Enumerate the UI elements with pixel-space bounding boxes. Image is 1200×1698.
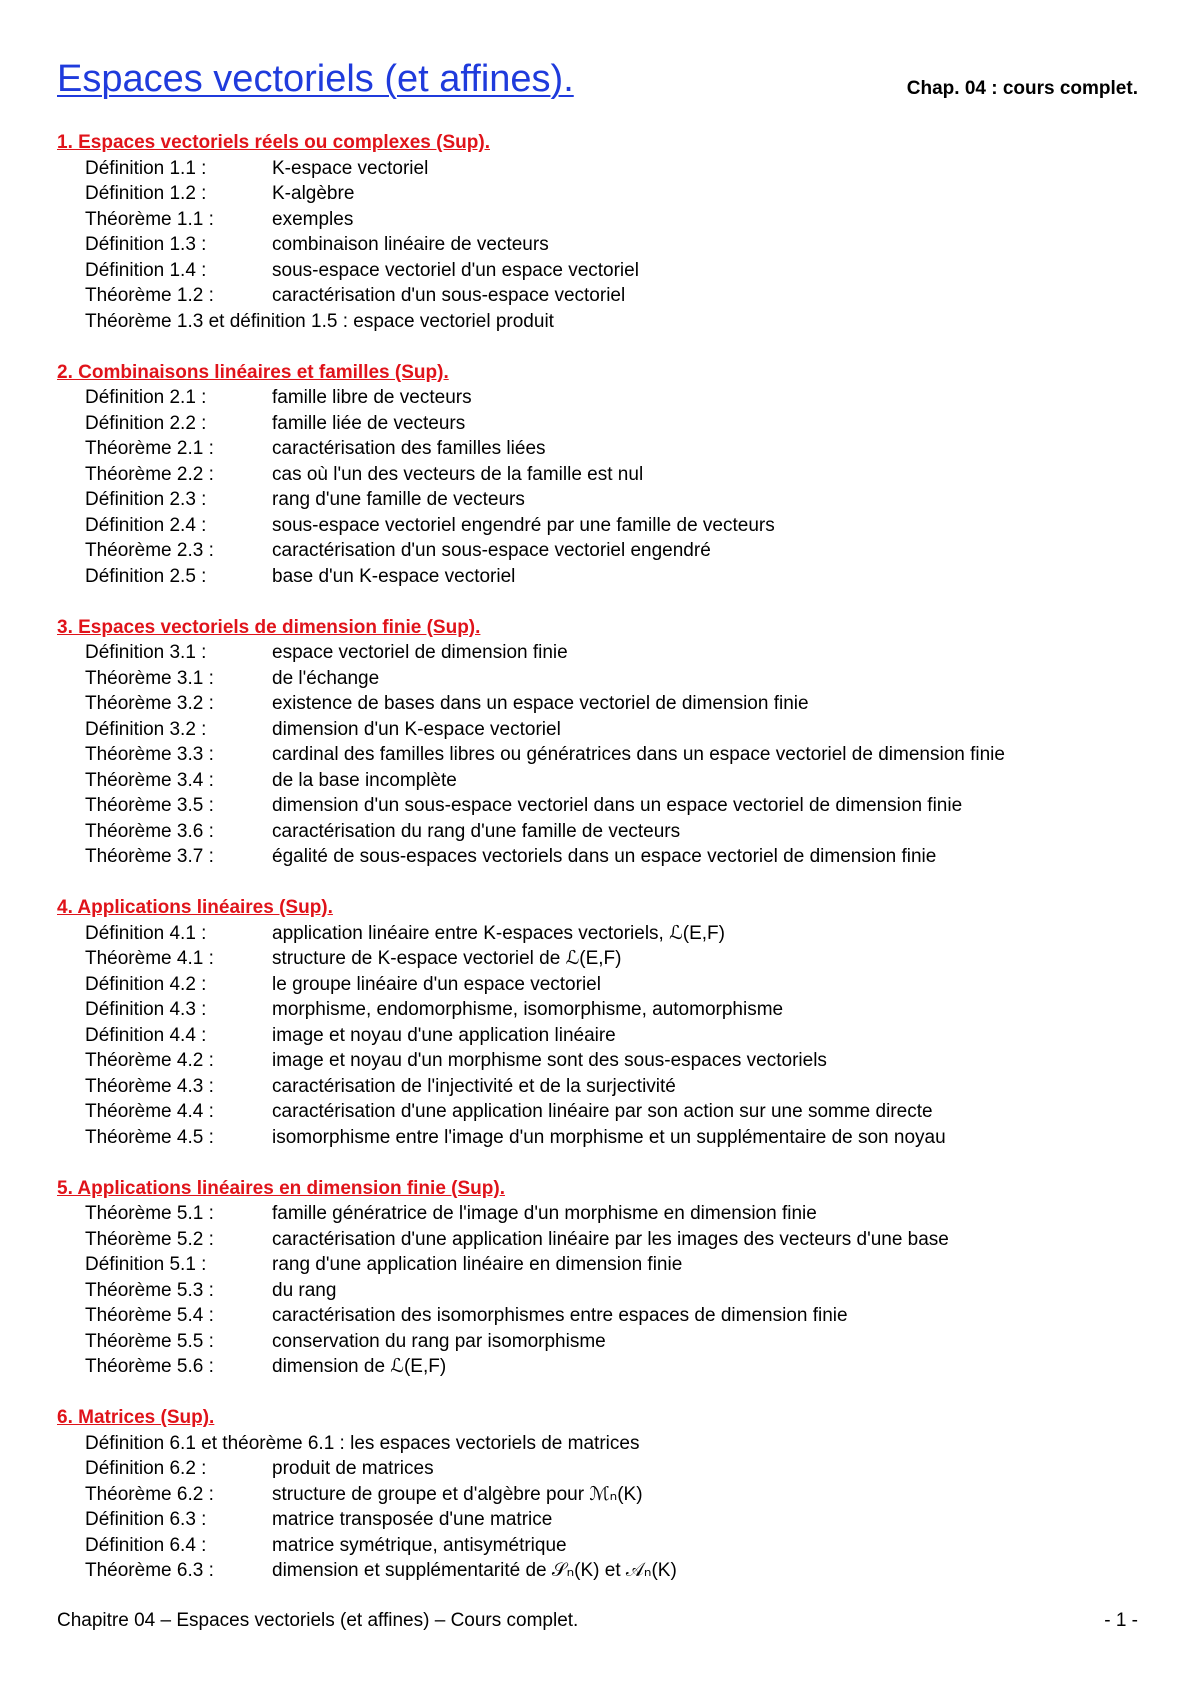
- section-2: [57, 360, 1147, 590]
- page-number: - 1 -: [1104, 1610, 1138, 1631]
- entry-text: dimension d'un K-espace vectoriel: [272, 718, 561, 740]
- entry-label: Théorème 3.7 :: [85, 846, 214, 867]
- entry-label: Définition 2.2 :: [85, 412, 207, 434]
- entry-text: du rang: [272, 1279, 337, 1301]
- entry-text: cas où l'un des vecteurs de la famille est nul: [272, 463, 644, 485]
- entry-text: espace vectoriel de dimension finie: [272, 642, 568, 663]
- list-item: [57, 207, 1147, 233]
- list-item: [57, 462, 1147, 488]
- entry-label: Définition 6.4 :: [85, 1534, 207, 1556]
- list-item: [57, 946, 1147, 972]
- table-of-contents: [57, 130, 1147, 1609]
- list-item: [57, 564, 1147, 590]
- entry-label: Définition 3.1 :: [85, 642, 207, 663]
- entry-label: Définition 2.3 :: [85, 489, 207, 510]
- list-item: [57, 972, 1147, 998]
- section-title: 3. Espaces vectoriels de dimension finie (Sup).: [57, 616, 481, 638]
- list-item: [57, 309, 1147, 335]
- entry-label: Définition 6.2 :: [85, 1458, 207, 1479]
- entry-text: égalité de sous-espaces vectoriels dans un espace vectoriel de dimension finie: [272, 846, 937, 867]
- list-item: [57, 1329, 1147, 1355]
- entry-text: combinaison linéaire de vecteurs: [272, 234, 549, 255]
- entry-label: Définition 2.4 :: [85, 514, 207, 536]
- entry-label: Définition 1.3 :: [85, 234, 207, 255]
- list-item: [57, 487, 1147, 513]
- entry-label: Définition 5.1 :: [85, 1254, 207, 1275]
- entry-label: Théorème 3.6 :: [85, 820, 214, 842]
- list-item: [57, 717, 1147, 743]
- list-item: [57, 691, 1147, 717]
- entry-label: Définition 1.4 :: [85, 259, 207, 281]
- list-item: [57, 1074, 1147, 1100]
- entry-label: Théorème 1.2 :: [85, 285, 214, 306]
- entry-text: matrice transposée d'une matrice: [272, 1509, 553, 1530]
- entry-text: K-algèbre: [272, 183, 355, 204]
- footer-text: Chapitre 04 – Espaces vectoriels (et affines) – Cours complet.: [57, 1610, 579, 1631]
- entry-text: caractérisation d'une application linéaire par son action sur une somme directe: [272, 1101, 933, 1122]
- entry-text: dimension de ℒ(E,F): [272, 1356, 447, 1377]
- list-item: [57, 181, 1147, 207]
- entry-text: isomorphisme entre l'image d'un morphisme et un supplémentaire de son noyau: [272, 1126, 946, 1148]
- entry-label: Théorème 6.2 :: [85, 1483, 214, 1505]
- entry-label: Définition 2.5 :: [85, 565, 207, 587]
- list-item: [57, 513, 1147, 539]
- document-title: Espaces vectoriels (et affines).: [57, 58, 574, 100]
- entry-text: caractérisation de l'injectivité et de la surjectivité: [272, 1075, 676, 1097]
- entry-text: caractérisation des familles liées: [272, 438, 546, 459]
- list-item: [57, 1201, 1147, 1227]
- entry-label: Théorème 5.1 :: [85, 1203, 214, 1224]
- entry-label: Théorème 5.2 :: [85, 1228, 214, 1250]
- entry-label: Théorème 3.3 :: [85, 744, 214, 765]
- entry-label: Théorème 4.2 :: [85, 1050, 214, 1071]
- entry-text: image et noyau d'une application linéaire: [272, 1024, 616, 1046]
- entry-label: Théorème 3.2 :: [85, 693, 214, 714]
- list-item: [57, 742, 1147, 768]
- entry-text: application linéaire entre K-espaces vectoriels, ℒ(E,F): [272, 922, 725, 944]
- list-item: [57, 1482, 1147, 1508]
- entry-text: produit de matrices: [272, 1458, 434, 1479]
- entry-text: K-espace vectoriel: [272, 157, 429, 179]
- list-item: [57, 1507, 1147, 1533]
- entry-text: conservation du rang par isomorphisme: [272, 1330, 606, 1352]
- list-item: [57, 385, 1147, 411]
- entry-label: Théorème 2.3 :: [85, 540, 214, 561]
- entry-label: Définition 4.1 :: [85, 922, 207, 944]
- list-item: [57, 1303, 1147, 1329]
- page-footer: [57, 1610, 1138, 1632]
- list-item: [57, 156, 1147, 182]
- list-item: [57, 1431, 1147, 1457]
- entry-text: de l'échange: [272, 667, 380, 689]
- entry-text: structure de K-espace vectoriel de ℒ(E,F): [272, 948, 622, 969]
- entry-text: dimension et supplémentarité de 𝒮ₙ(K) et 𝒜ₙ(K): [272, 1560, 677, 1581]
- list-item: [57, 1125, 1147, 1151]
- entry-label: Théorème 5.5 :: [85, 1330, 214, 1352]
- list-item: [57, 1558, 1147, 1584]
- entry-text: morphisme, endomorphisme, isomorphisme, automorphisme: [272, 999, 784, 1020]
- list-item: [57, 1278, 1147, 1304]
- section-3: [57, 615, 1147, 870]
- list-item: [57, 1227, 1147, 1253]
- list-item: [57, 768, 1147, 794]
- list-item: [57, 793, 1147, 819]
- entry-text: famille libre de vecteurs: [272, 387, 472, 408]
- section-title: 1. Espaces vectoriels réels ou complexes (Sup).: [57, 132, 490, 153]
- entry-label: Théorème 3.1 :: [85, 667, 214, 689]
- entry-text: caractérisation d'un sous-espace vectoriel: [272, 285, 626, 306]
- section-title: 5. Applications linéaires en dimension finie (Sup).: [57, 1177, 505, 1199]
- list-item: [57, 1099, 1147, 1125]
- entry-text: structure de groupe et d'algèbre pour ℳₙ(K): [272, 1483, 643, 1505]
- list-item: [57, 921, 1147, 947]
- entry-label: Théorème 2.1 :: [85, 438, 214, 459]
- entry-text: existence de bases dans un espace vectoriel de dimension finie: [272, 693, 809, 714]
- entry-text: rang d'une famille de vecteurs: [272, 489, 525, 510]
- entry-label: Théorème 4.4 :: [85, 1101, 214, 1122]
- entry-text: Théorème 1.3 et définition 1.5 : espace vectoriel produit: [85, 310, 554, 332]
- entry-label: Théorème 3.5 :: [85, 795, 214, 816]
- section-4: [57, 895, 1147, 1150]
- entry-label: Définition 4.3 :: [85, 999, 207, 1020]
- entry-label: Théorème 3.4 :: [85, 769, 214, 791]
- entry-label: Définition 2.1 :: [85, 387, 207, 408]
- entry-label: Théorème 5.4 :: [85, 1305, 214, 1326]
- entry-label: Théorème 2.2 :: [85, 463, 214, 485]
- section-1: [57, 130, 1147, 334]
- entry-text: sous-espace vectoriel d'un espace vectoriel: [272, 259, 639, 281]
- entry-text: famille liée de vecteurs: [272, 412, 466, 434]
- list-item: [57, 411, 1147, 437]
- entry-label: Définition 1.2 :: [85, 183, 207, 204]
- entry-label: Définition 6.3 :: [85, 1509, 207, 1530]
- entry-text: Définition 6.1 et théorème 6.1 : les espaces vectoriels de matrices: [85, 1432, 640, 1454]
- entry-label: Définition 4.4 :: [85, 1024, 207, 1046]
- list-item: [57, 1252, 1147, 1278]
- entry-label: Théorème 5.3 :: [85, 1279, 214, 1301]
- entry-text: base d'un K-espace vectoriel: [272, 565, 516, 587]
- list-item: [57, 436, 1147, 462]
- list-item: [57, 1533, 1147, 1559]
- entry-text: caractérisation d'une application linéaire par les images des vecteurs d'une base: [272, 1228, 949, 1250]
- list-item: [57, 640, 1147, 666]
- list-item: [57, 283, 1147, 309]
- entry-text: dimension d'un sous-espace vectoriel dans un espace vectoriel de dimension finie: [272, 795, 963, 816]
- entry-text: image et noyau d'un morphisme sont des sous-espaces vectoriels: [272, 1050, 827, 1071]
- section-6: [57, 1405, 1147, 1584]
- entry-label: Théorème 4.5 :: [85, 1126, 214, 1148]
- list-item: [57, 1048, 1147, 1074]
- entry-text: exemples: [272, 208, 354, 230]
- entry-label: Définition 1.1 :: [85, 157, 207, 179]
- list-item: [57, 1456, 1147, 1482]
- list-item: [57, 538, 1147, 564]
- entry-text: caractérisation du rang d'une famille de vecteurs: [272, 820, 681, 842]
- section-5: [57, 1176, 1147, 1380]
- list-item: [57, 258, 1147, 284]
- entry-label: Théorème 6.3 :: [85, 1560, 214, 1581]
- entry-label: Définition 4.2 :: [85, 973, 207, 995]
- section-title: 2. Combinaisons linéaires et familles (Sup).: [57, 361, 449, 383]
- entry-text: famille génératrice de l'image d'un morphisme en dimension finie: [272, 1203, 817, 1224]
- entry-label: Théorème 4.3 :: [85, 1075, 214, 1097]
- entry-text: cardinal des familles libres ou génératrices dans un espace vectoriel de dimension finie: [272, 744, 1005, 765]
- entry-label: Définition 3.2 :: [85, 718, 207, 740]
- entry-text: caractérisation d'un sous-espace vectoriel engendré: [272, 540, 711, 561]
- entry-label: Théorème 5.6 :: [85, 1356, 214, 1377]
- entry-text: matrice symétrique, antisymétrique: [272, 1534, 567, 1556]
- list-item: [57, 997, 1147, 1023]
- entry-text: sous-espace vectoriel engendré par une famille de vecteurs: [272, 514, 775, 536]
- list-item: [57, 819, 1147, 845]
- section-title: 4. Applications linéaires (Sup).: [57, 897, 333, 918]
- entry-label: Théorème 4.1 :: [85, 948, 214, 969]
- list-item: [57, 232, 1147, 258]
- entry-label: Théorème 1.1 :: [85, 208, 214, 230]
- list-item: [57, 1023, 1147, 1049]
- chapter-label: Chap. 04 : cours complet.: [906, 78, 1138, 99]
- entry-text: de la base incomplète: [272, 769, 457, 791]
- entry-text: caractérisation des isomorphismes entre espaces de dimension finie: [272, 1305, 848, 1326]
- entry-text: le groupe linéaire d'un espace vectoriel: [272, 973, 601, 995]
- list-item: [57, 844, 1147, 870]
- entry-text: rang d'une application linéaire en dimension finie: [272, 1254, 683, 1275]
- list-item: [57, 1354, 1147, 1380]
- section-title: 6. Matrices (Sup).: [57, 1407, 215, 1428]
- list-item: [57, 666, 1147, 692]
